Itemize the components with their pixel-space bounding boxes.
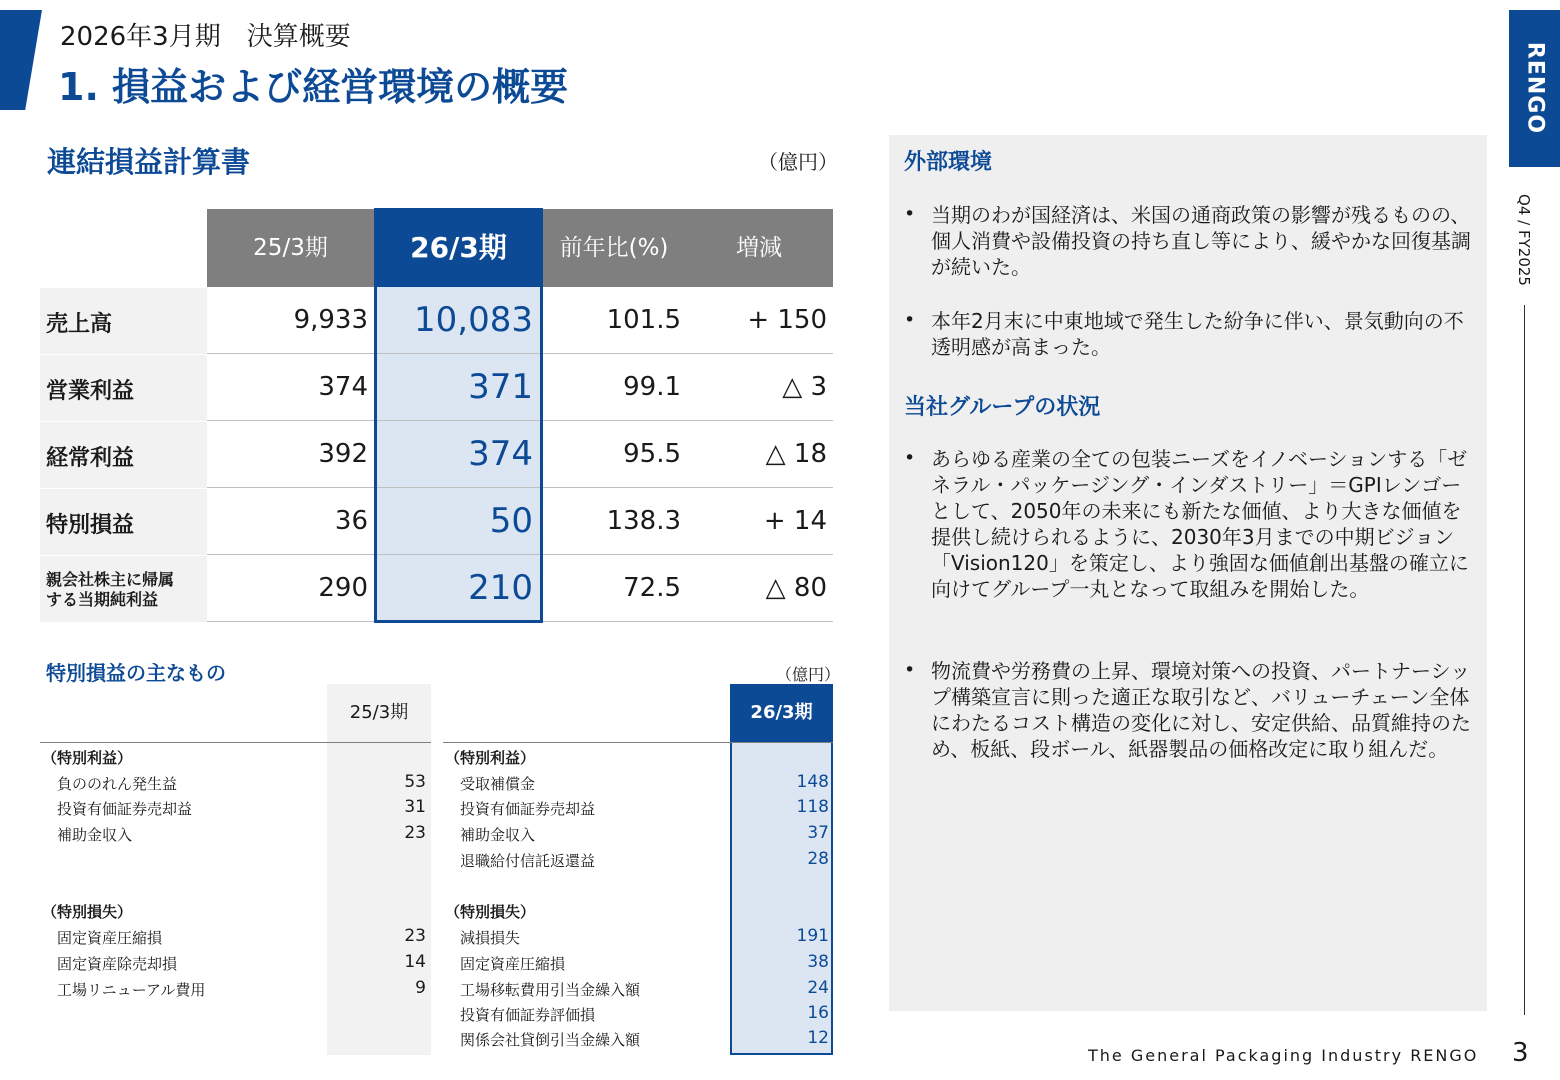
cell-ratio: 99.1 (623, 372, 681, 402)
list-value: 14 (404, 952, 426, 972)
list-item: 工場移転費用引当金繰入額 (460, 981, 641, 999)
special-divider (443, 742, 833, 743)
row-label-line1: 親会社株主に帰属 (46, 570, 175, 589)
special-loss-label: （特別損失） (42, 903, 133, 921)
list-value: 31 (404, 797, 426, 817)
special-gain-label: （特別利益） (42, 749, 133, 767)
list-item: 減損損失 (460, 929, 521, 947)
list-item: 投資有価証券売却益 (57, 800, 193, 818)
cell-prev: 392 (318, 439, 368, 469)
external-env-heading: 外部環境 (904, 150, 993, 175)
cell-prev: 9,933 (293, 305, 368, 335)
special-curr-header: 26/3期 (730, 684, 833, 742)
special-divider (40, 742, 431, 743)
list-value: 148 (796, 772, 829, 792)
cell-curr: 50 (489, 501, 533, 541)
row-label-bg (40, 556, 207, 622)
list-value: 53 (404, 772, 426, 792)
cell-prev: 290 (318, 573, 368, 603)
list-value: 16 (807, 1003, 829, 1023)
list-item: 補助金収入 (57, 826, 133, 844)
cell-ratio: 95.5 (623, 439, 681, 469)
pl-col-prev: 25/3期 (253, 235, 328, 261)
pl-col-curr: 26/3期 (410, 231, 507, 264)
cell-diff: + 150 (747, 305, 827, 335)
list-value: 23 (404, 926, 426, 946)
special-loss-label: （特別損失） (445, 903, 536, 921)
pl-unit-label: （億円） (758, 150, 838, 174)
cell-curr: 10,083 (414, 300, 533, 340)
pl-col-diff: 増減 (736, 235, 782, 261)
list-item: 退職給付信託返還益 (460, 852, 596, 870)
cell-curr: 371 (468, 367, 533, 407)
bullet-icon: • (904, 447, 916, 469)
bullet-icon: • (904, 309, 916, 331)
external-env-text: 当期のわが国経済は、米国の通商政策の影響が残るものの、個人消費や設備投資の持ち直し等により、緩やかな回復基調が続いた。 (931, 203, 1471, 279)
list-value: 28 (807, 849, 829, 869)
special-gain-label: （特別利益） (445, 749, 536, 767)
list-value: 9 (415, 978, 426, 998)
list-item: 関係会社貸倒引当金繰入額 (460, 1031, 641, 1049)
list-item: 受取補償金 (460, 775, 536, 793)
row-label: 営業利益 (46, 379, 135, 404)
pl-current-column-frame (374, 208, 543, 623)
cell-diff: △ 3 (782, 372, 827, 402)
cell-curr: 210 (468, 568, 533, 608)
list-item: 固定資産圧縮損 (460, 955, 566, 973)
fiscal-period-label: Q4 / FY2025 (1515, 194, 1533, 286)
group-status-text: 物流費や労務費の上昇、環境対策への投資、パートナーシップ構築宣言に則った適正な取引など、バリューチェーン全体にわたるコスト構造の変化に対し、安定供給、品質維持のため、板紙、段ボール、紙器製品の価格改定に取り組んだ。 (931, 659, 1471, 761)
title-accent-bar (0, 10, 42, 110)
cell-diff: △ 18 (765, 439, 827, 469)
cell-diff: + 14 (763, 506, 827, 536)
group-status-heading: 当社グループの状況 (904, 395, 1101, 420)
row-label-line2: する当期純利益 (46, 590, 159, 609)
list-item: 固定資産圧縮損 (57, 929, 163, 947)
list-item: 工場リニューアル費用 (57, 981, 206, 999)
special-section-title: 特別損益の主なもの (46, 661, 226, 685)
list-value: 37 (807, 823, 829, 843)
row-label: 経常利益 (46, 446, 135, 471)
list-item: 投資有価証券売却益 (460, 800, 596, 818)
cell-curr: 374 (468, 434, 533, 474)
cell-ratio: 138.3 (606, 506, 681, 536)
cell-ratio: 101.5 (606, 305, 681, 335)
list-item: 負ののれん発生益 (57, 775, 178, 793)
list-item: 補助金収入 (460, 826, 536, 844)
list-item: 投資有価証券評価損 (460, 1006, 596, 1024)
pl-section-title: 連結損益計算書 (47, 145, 251, 179)
list-value: 38 (807, 952, 829, 972)
row-label: 特別損益 (46, 513, 135, 538)
pl-col-ratio: 前年比(%) (559, 235, 669, 261)
rengo-logo-text: RENGO (1522, 41, 1548, 135)
page-title: 1. 損益および経営環境の概要 (58, 65, 569, 109)
list-value: 24 (807, 978, 829, 998)
list-value: 12 (807, 1028, 829, 1048)
footer-tagline: The General Packaging Industry RENGO (1088, 1046, 1479, 1065)
cell-ratio: 72.5 (623, 573, 681, 603)
list-value: 23 (404, 823, 426, 843)
row-label: 売上高 (46, 312, 113, 337)
bullet-icon: • (904, 203, 916, 225)
bullet-icon: • (904, 659, 916, 681)
external-env-text: 本年2月末に中東地域で発生した紛争に伴い、景気動向の不透明感が高まった。 (931, 309, 1464, 359)
cell-prev: 36 (334, 506, 368, 536)
special-unit-label: （億円） (776, 665, 841, 684)
list-value: 191 (796, 926, 829, 946)
list-item: 固定資産除売却損 (57, 955, 178, 973)
list-value: 118 (796, 797, 829, 817)
report-supertitle: 2026年3月期 決算概要 (60, 22, 351, 52)
special-prev-header: 25/3期 (349, 702, 409, 723)
cell-diff: △ 80 (765, 573, 827, 603)
page-number: 3 (1512, 1038, 1529, 1068)
group-status-text: あらゆる産業の全ての包装ニーズをイノベーションする「ゼネラル・パッケージング・インダストリー」＝GPIレンゴーとして、2050年の未来にも新たな価値、より大きな価値を提供し続けられるように、2030年3月までの中期ビジョン「Vision120」を策定し、より強固な価値創出基盤の確立に向けてグループ一丸となって取組みを開始した。 (931, 447, 1469, 601)
cell-prev: 374 (318, 372, 368, 402)
side-divider (1524, 305, 1525, 1015)
